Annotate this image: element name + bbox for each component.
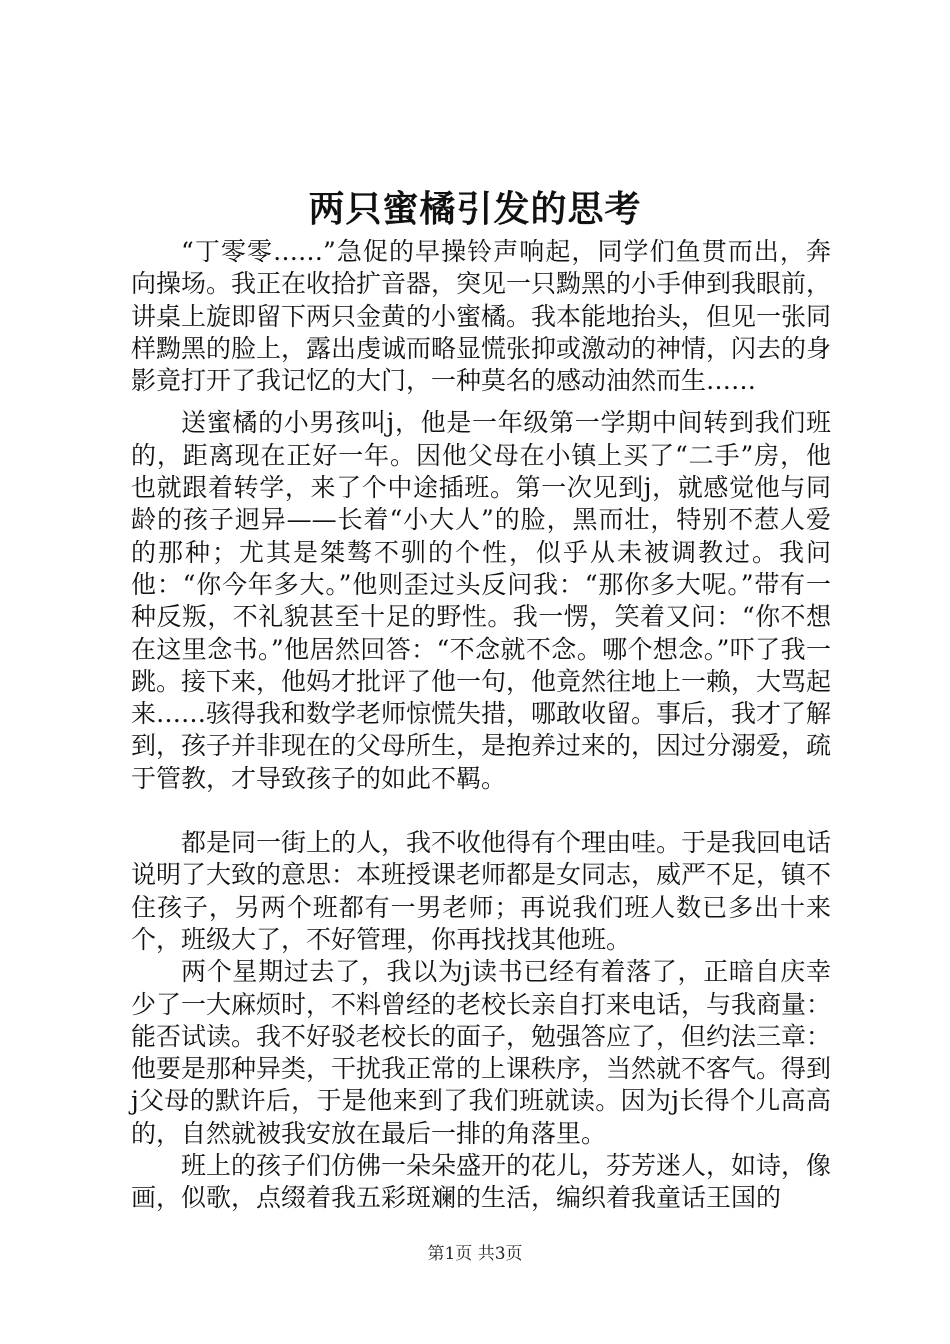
- paragraph-2: 送蜜橘的小男孩叫j，他是一年级第一学期中间转到我们班的，距离现在正好一年。因他父母在小镇上买了“二手”房，他也就跟着转学，来了个中途插班。第一次见到j，就感觉他与同龄的孩子迥异——长着“小大人”的脸，黑而壮，特别不惹人爱的那种；尤其是桀骜不驯的个性，似乎从未被调教过。我问他：“你今年多大。”他则歪过头反问我：“那你多大呢。”带有一种反叛，不礼貌甚至十足的野性。我一愣，笑着又问：“你不想在这里念书。”他居然回答：“不念就不念。哪个想念。”吓了我一跳。接下来，他妈才批评了他一句，他竟然往地上一赖，大骂起来……骇得我和数学老师惊慌失措，哪敢收留。事后，我才了解到，孩子并非现在的父母所生，是抱养过来的，因过分溺爱，疏于管教，才导致孩子的如此不羁。: [131, 408, 832, 793]
- page-number-footer: 第1页 共3页: [427, 1244, 523, 1264]
- paragraph-3: 都是同一街上的人，我不收他得有个理由哇。于是我回电话说明了大致的意思：本班授课老师都是女同志，威严不足，镇不住孩子，另两个班都有一男老师；再说我们班人数已多出十来个，班级大了，不好管理，你再找找其他班。: [131, 828, 832, 954]
- page-title: 两只蜜橘引发的思考: [308, 188, 642, 230]
- paragraph-4: 两个星期过去了，我以为j读书已经有着落了，正暗自庆幸少了一大麻烦时，不料曾经的老校长亲自打来电话，与我商量：能否试读。我不好驳老校长的面子，勉强答应了，但约法三章：他要是那种异类，干扰我正常的上课秩序，当然就不客气。得到j父母的默许后，于是他来到了我们班就读。因为j长得个儿高高的，自然就被我安放在最后一排的角落里。: [131, 957, 832, 1148]
- paragraph-5: 班上的孩子们仿佛一朵朵盛开的花儿，芬芳迷人，如诗，像画，似歌，点缀着我五彩斑斓的生活，编织着我童话王国的: [131, 1151, 832, 1213]
- article-body: [131, 236, 831, 1215]
- paragraph-1: “丁零零……”急促的早操铃声响起，同学们鱼贯而出，奔向操场。我正在收拾扩音器，突见一只黝黑的小手伸到我眼前，讲桌上旋即留下两只金黄的小蜜橘。我本能地抬头，但见一张同样黝黑的脸上，露出虔诚而略显慌张抑或激动的神情，闪去的身影竟打开了我记忆的大门，一种莫名的感动油然而生……: [131, 237, 832, 396]
